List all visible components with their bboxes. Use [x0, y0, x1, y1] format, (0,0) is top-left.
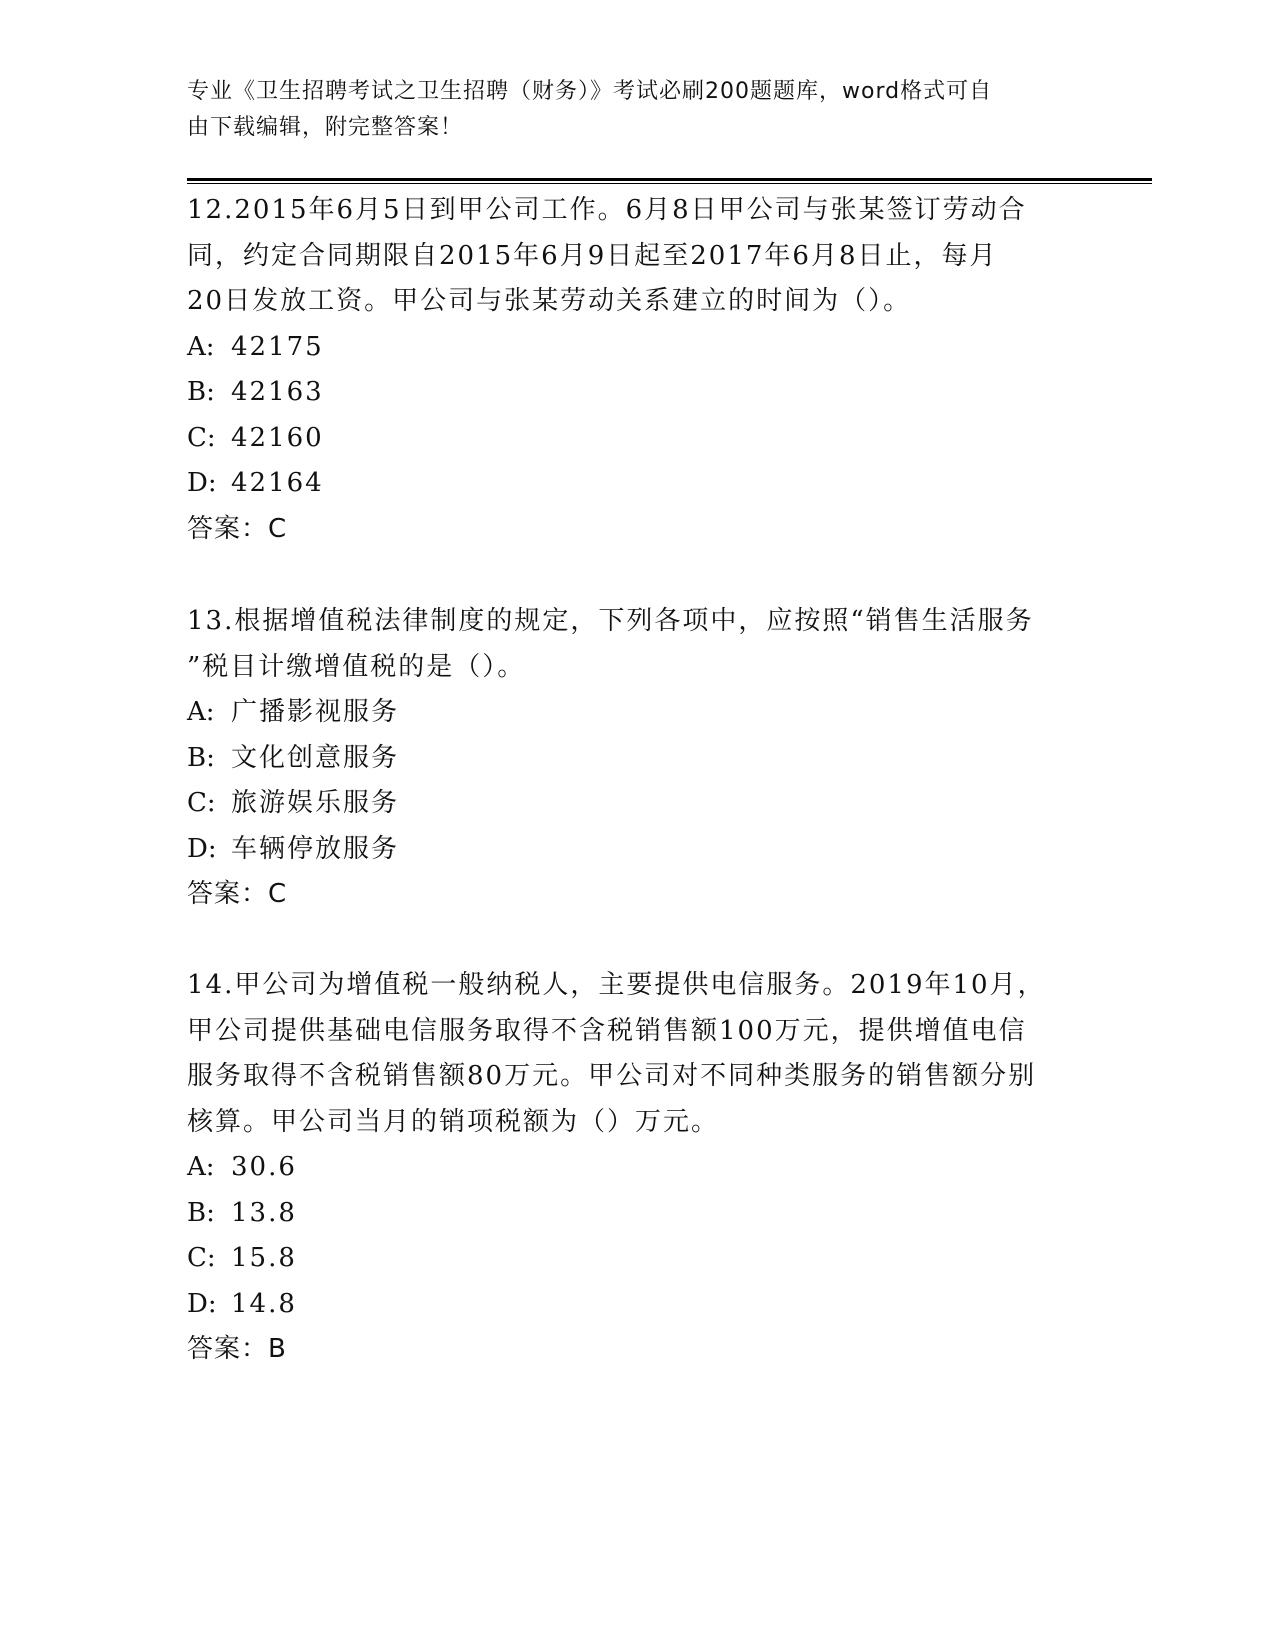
option-text: 30.6 — [231, 1152, 297, 1182]
document-header — [187, 74, 1067, 146]
option-text: 42160 — [231, 422, 324, 453]
option-d — [187, 827, 1087, 873]
header-divider-thin — [187, 183, 1152, 184]
option-d — [187, 461, 1087, 507]
option-key: C: — [187, 1243, 216, 1273]
option-a — [187, 690, 1087, 736]
question-line: 甲公司提供基础电信服务取得不含税销售额100万元，提供增值电信 — [187, 1015, 1027, 1046]
option-text: 15.8 — [231, 1243, 297, 1273]
option-text: 42164 — [231, 468, 324, 498]
question-line: 14.甲公司为增值税一般纳税人，主要提供电信服务。2019年10月， — [187, 970, 1046, 1000]
option-key: D: — [187, 1288, 217, 1319]
option-c — [187, 781, 1087, 827]
question-12 — [187, 188, 1087, 552]
question-line: 同，约定合同期限自2015年6月9日起至2017年6月8日止，每月 — [187, 240, 998, 271]
header-line-2: 由下载编辑，附完整答案！ — [187, 115, 464, 140]
option-key: B: — [187, 377, 215, 407]
question-text — [187, 599, 1087, 690]
option-text: 42163 — [231, 377, 324, 407]
option-text: 广播影视服务 — [231, 697, 400, 727]
option-b — [187, 370, 1087, 416]
question-text — [187, 963, 1087, 1145]
option-text: 旅游娱乐服务 — [231, 788, 400, 818]
option-b — [187, 736, 1087, 782]
option-text: 车辆停放服务 — [231, 833, 400, 864]
option-b — [187, 1191, 1087, 1237]
question-14 — [187, 963, 1087, 1373]
option-text: 13.8 — [231, 1197, 297, 1228]
header-line-1: 专业《卫生招聘考试之卫生招聘（财务）》考试必刷200题题库，word格式可自 — [187, 79, 993, 104]
question-text — [187, 188, 1087, 325]
option-key: A: — [187, 1152, 215, 1182]
option-c — [187, 1236, 1087, 1282]
question-line: ”税目计缴增值税的是（）。 — [187, 651, 526, 682]
option-key: C: — [187, 788, 216, 818]
option-key: D: — [187, 468, 217, 498]
question-line: 服务取得不含税销售额80万元。甲公司对不同种类服务的销售额分别 — [187, 1061, 1037, 1091]
question-line: 核算。甲公司当月的销项税额为（）万元。 — [187, 1106, 720, 1137]
option-text: 文化创意服务 — [231, 742, 400, 773]
question-line: 20日发放工资。甲公司与张某劳动关系建立的时间为（）。 — [187, 286, 912, 316]
header-divider-thick — [187, 178, 1152, 181]
option-c — [187, 416, 1087, 462]
option-a — [187, 325, 1087, 371]
question-line: 12.2015年6月5日到甲公司工作。6月8日甲公司与张某签订劳动合 — [187, 195, 1027, 225]
option-text: 42175 — [231, 331, 324, 362]
question-line: 13.根据增值税法律制度的规定，下列各项中，应按照“销售生活服务 — [187, 606, 1034, 636]
answer-line: 答案：C — [187, 879, 288, 909]
option-key: A: — [187, 697, 215, 727]
answer-line: 答案：C — [187, 513, 288, 544]
option-key: A: — [187, 331, 215, 362]
answer-line: 答案：B — [187, 1334, 287, 1364]
option-key: C: — [187, 422, 216, 453]
question-13 — [187, 599, 1087, 918]
option-a — [187, 1145, 1087, 1191]
option-key: B: — [187, 742, 215, 773]
option-d — [187, 1282, 1087, 1328]
option-text: 14.8 — [231, 1288, 297, 1319]
option-key: B: — [187, 1197, 215, 1228]
option-key: D: — [187, 833, 217, 864]
